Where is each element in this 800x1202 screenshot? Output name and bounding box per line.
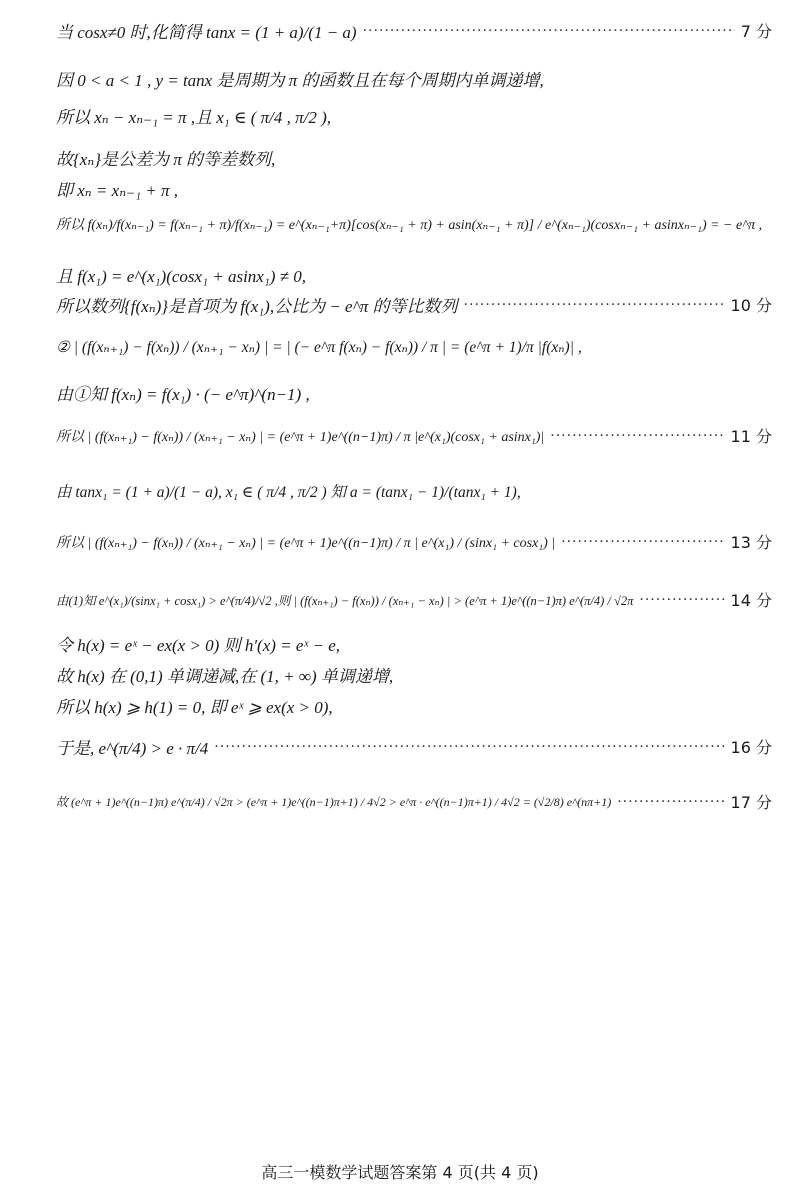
score-label: 10 分 (730, 296, 772, 315)
line-text: 于是, e^(π/4) > e · π/4 (56, 739, 209, 758)
solution-line-19 (56, 790, 772, 813)
line-text: 因 0 < a < 1 , y = tanx 是周期为 π 的函数且在每个周期内单调递增, (56, 71, 544, 90)
line-text: 由①知 f(xₙ) = f(x₁) · (− e^π)^(n−1) , (56, 385, 310, 404)
line-text: 即 xₙ = xₙ₋₁ + π , (56, 181, 178, 200)
line-text: 所以 xₙ − xₙ₋₁ = π ,且 x₁ ∈ ( π/4 , π/2 ), (56, 108, 332, 127)
solution-line-7 (56, 262, 772, 287)
solution-line-9 (56, 338, 772, 357)
solution-line-6 (56, 214, 772, 234)
leader-dots (464, 297, 725, 313)
solution-line-18 (56, 734, 772, 759)
leader-dots (550, 428, 724, 444)
line-text: 所以数列{f(xₙ)}是首项为 f(x₁),公比为 − e^π 的等比数列 (56, 297, 458, 316)
line-text: 由(1)知 e^(x₁)/(sinx₁ + cosx₁) > e^(π/4)/√2 ,则 | (f(xₙ₊₁) − f(xₙ)) / (xₙ₊₁ − xₙ) | > (e^π + 1)e^((n−1)π) e^(π/4) / √2π (56, 593, 634, 608)
line-text: 故 h(x) 在 (0,1) 单调递减,在 (1, + ∞) 单调递增, (56, 667, 394, 686)
score-label: 13 分 (730, 533, 772, 552)
line-text: 所以 | (f(xₙ₊₁) − f(xₙ)) / (xₙ₊₁ − xₙ) | = (e^π + 1)e^((n−1)π) / π |e^(x₁)(cosx₁ + asinx₁)| (56, 429, 545, 445)
line-text: 所以 f(xₙ)/f(xₙ₋₁) = f(xₙ₋₁ + π)/f(xₙ₋₁) = e^(xₙ₋₁+π)[cos(xₙ₋₁ + π) + asin(xₙ₋₁ + π)] / e^(xₙ₋₁)(cosxₙ₋₁ + asinxₙ₋₁) = − e^π , (56, 218, 763, 233)
line-text: 令 h(x) = eˣ − ex(x > 0) 则 h′(x) = eˣ − e, (56, 636, 341, 655)
solution-line-2 (56, 66, 772, 91)
score-label: 17 分 (730, 793, 772, 812)
leader-dots (363, 23, 735, 39)
solution-line-17 (56, 693, 772, 718)
leader-dots (639, 592, 724, 608)
solution-line-16 (56, 662, 772, 687)
solution-line-11 (56, 424, 772, 447)
score-label: 7 分 (740, 22, 772, 41)
solution-line-1 (56, 18, 772, 43)
line-text: 当 cosx≠0 时,化简得 tanx = (1 + a)/(1 − a) (56, 23, 357, 42)
line-text: 所以 | (f(xₙ₊₁) − f(xₙ)) / (xₙ₊₁ − xₙ) | = (e^π + 1)e^((n−1)π) / π | e^(x₁) / (sinx₁ + cosx₁) | (56, 535, 556, 551)
solution-line-4 (56, 145, 772, 170)
solution-line-15 (56, 631, 772, 656)
solution-line-10 (56, 380, 772, 405)
solution-line-13 (56, 530, 772, 553)
leader-dots (617, 794, 724, 810)
line-text: 故{xₙ}是公差为 π 的等差数列, (56, 150, 276, 169)
leader-dots (214, 739, 724, 755)
score-label: 16 分 (730, 738, 772, 757)
line-text: 故 (e^π + 1)e^((n−1)π) e^(π/4) / √2π > (e^π + 1)e^((n−1)π+1) / 4√2 > e^π · e^((n−1)π+1) / 4√2 = (√2/8) e^(nπ+1) (56, 795, 612, 809)
score-label: 11 分 (730, 427, 772, 446)
solution-line-3 (56, 103, 772, 128)
leader-dots (561, 534, 724, 550)
solution-line-12 (56, 480, 772, 502)
solution-line-5 (56, 176, 772, 201)
line-text: ② | (f(xₙ₊₁) − f(xₙ)) / (xₙ₊₁ − xₙ) | = | (− e^π f(xₙ) − f(xₙ)) / π | = (e^π + 1)/π |f(xₙ)| , (56, 339, 582, 356)
page-footer: 高三一模数学试题答案第 4 页(共 4 页) (261, 1163, 539, 1182)
solution-line-8 (56, 292, 772, 317)
score-label: 14 分 (730, 591, 772, 610)
line-text: 且 f(x₁) = e^(x₁)(cosx₁ + asinx₁) ≠ 0, (56, 267, 307, 286)
line-text: 由 tanx₁ = (1 + a)/(1 − a), x₁ ∈ ( π/4 , π/2 ) 知 a = (tanx₁ − 1)/(tanx₁ + 1), (56, 484, 521, 501)
solution-line-14 (56, 588, 772, 611)
line-text: 所以 h(x) ⩾ h(1) = 0, 即 eˣ ⩾ ex(x > 0), (56, 698, 333, 717)
